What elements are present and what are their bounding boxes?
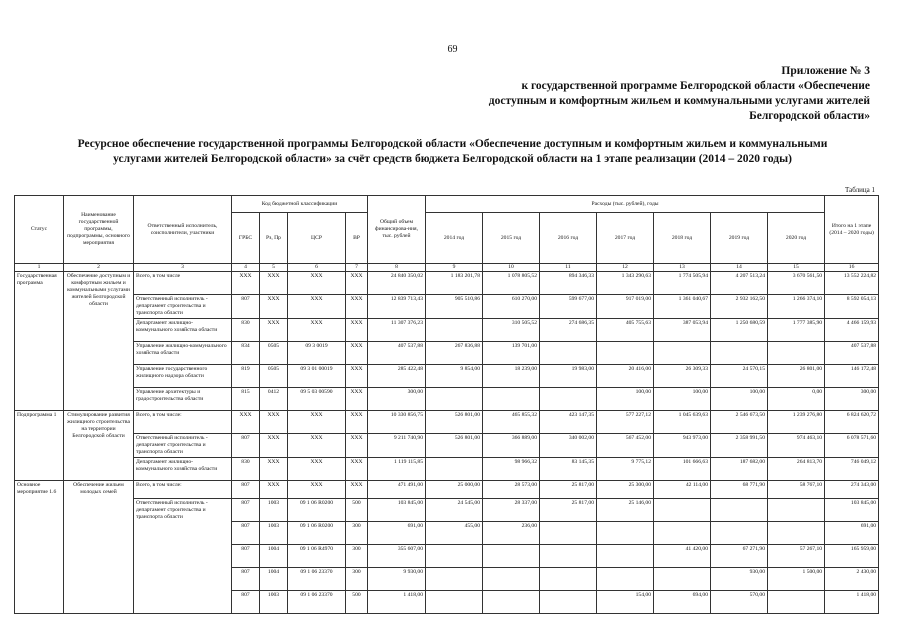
annex-heading: Приложение № 3 xyxy=(781,65,870,77)
year-cell xyxy=(597,342,654,365)
table-row xyxy=(15,499,879,522)
header-year: 2020 год xyxy=(768,213,825,264)
stage-total-cell: 2 430,00 xyxy=(825,568,879,591)
total-cell: 691,00 xyxy=(368,522,426,545)
year-cell: 267 836,88 xyxy=(426,342,483,365)
column-number: 14 xyxy=(711,264,768,272)
year-cell: 526 801,00 xyxy=(426,434,483,458)
stage-total-cell: 165 959,00 xyxy=(825,545,879,568)
year-cell: 18 239,00 xyxy=(483,365,540,388)
year-cell: 0,00 xyxy=(768,388,825,411)
year-cell: 567 452,00 xyxy=(597,434,654,458)
year-cell xyxy=(597,568,654,591)
year-cell: 57 267,10 xyxy=(768,545,825,568)
year-cell: 9 854,00 xyxy=(426,365,483,388)
rzpr-cell: ХХХ xyxy=(260,458,288,481)
csr-cell: ХХХ xyxy=(288,411,346,434)
rzpr-cell: ХХХ xyxy=(260,411,288,434)
year-cell xyxy=(711,499,768,522)
year-cell: 24 545,00 xyxy=(426,499,483,522)
total-cell: 11 307 376,23 xyxy=(368,319,426,342)
title-line: Ресурсное обеспечение государственной программы Белгородской области «Обеспечение доступным и комфортным жильем и коммунальными xyxy=(77,138,828,150)
header-rzpr: Рз, Пр xyxy=(260,213,288,264)
stage-total-cell: 746 049,12 xyxy=(825,458,879,481)
year-cell xyxy=(540,591,597,614)
stage-total-cell: 146 172,48 xyxy=(825,365,879,388)
year-cell: 1 777 385,90 xyxy=(768,319,825,342)
total-cell: 355 607,00 xyxy=(368,545,426,568)
year-cell xyxy=(483,568,540,591)
vr-cell: ХХХ xyxy=(346,481,368,499)
column-number: 2 xyxy=(64,264,134,272)
year-cell xyxy=(597,545,654,568)
header-stage-total: Итого на 1 этапе (2014 – 2020 годы) xyxy=(825,196,879,264)
executor-cell: Управление архитектуры и градостроительства области xyxy=(134,388,232,411)
vr-cell: 300 xyxy=(346,522,368,545)
year-cell xyxy=(426,545,483,568)
csr-cell: ХХХ xyxy=(288,458,346,481)
grbs-cell: 815 xyxy=(232,388,260,411)
csr-cell: 09 1 06 23370 xyxy=(288,591,346,614)
year-cell xyxy=(426,591,483,614)
year-cell xyxy=(540,388,597,411)
page-number: 69 xyxy=(447,44,458,55)
annex-line: доступным и комфортным жильем и коммунальными услугами жителей xyxy=(488,95,870,107)
year-cell: 274 686,35 xyxy=(540,319,597,342)
rzpr-cell: ХХХ xyxy=(260,434,288,458)
year-cell: 2 932 162,50 xyxy=(711,295,768,319)
year-cell: 100,00 xyxy=(654,388,711,411)
csr-cell: 09 5 03 00590 xyxy=(288,388,346,411)
grbs-cell: 819 xyxy=(232,365,260,388)
csr-cell: 09 1 06 23370 xyxy=(288,568,346,591)
table-row xyxy=(15,295,879,319)
column-number: 7 xyxy=(346,264,368,272)
year-cell xyxy=(654,342,711,365)
year-cell: 139 701,00 xyxy=(483,342,540,365)
year-cell: 310 505,52 xyxy=(483,319,540,342)
year-cell xyxy=(654,499,711,522)
year-cell: 2 546 673,50 xyxy=(711,411,768,434)
status-cell: Государственная программа xyxy=(15,272,64,411)
year-cell xyxy=(426,568,483,591)
status-cell: Основное мероприятие 1.6 xyxy=(15,481,64,614)
total-cell: 285 422,48 xyxy=(368,365,426,388)
year-cell: 101 666,63 xyxy=(654,458,711,481)
year-cell: 366 889,00 xyxy=(483,434,540,458)
header-year: 2017 год xyxy=(597,213,654,264)
year-cell: 236,00 xyxy=(483,522,540,545)
vr-cell: ХХХ xyxy=(346,365,368,388)
stage-total-cell: 274 343,00 xyxy=(825,481,879,499)
stage-total-cell: 8 592 054,13 xyxy=(825,295,879,319)
grbs-cell: 807 xyxy=(232,591,260,614)
name-cell: Стимулирование развития жилищного строительства на территории Белгородской области xyxy=(64,411,134,481)
year-cell: 943 973,00 xyxy=(654,434,711,458)
year-cell: 25 300,00 xyxy=(597,481,654,499)
total-cell: 12 839 713,43 xyxy=(368,295,426,319)
year-cell xyxy=(654,522,711,545)
year-cell: 19 983,00 xyxy=(540,365,597,388)
table-row xyxy=(15,365,879,388)
title-line: услугами жителей Белгородской области» за счёт средств бюджета Белгородской области на 1 этапе реализации (2014 – 2020 годы) xyxy=(113,153,792,165)
year-cell: 1 343 290,63 xyxy=(597,272,654,295)
year-cell xyxy=(540,568,597,591)
year-cell: 83 145,35 xyxy=(540,458,597,481)
year-cell: 26 309,33 xyxy=(654,365,711,388)
rzpr-cell: ХХХ xyxy=(260,481,288,499)
csr-cell: 09 1 06 R4970 xyxy=(288,545,346,568)
year-cell: 25 146,00 xyxy=(597,499,654,522)
year-cell: 2 358 991,50 xyxy=(711,434,768,458)
vr-cell: 300 xyxy=(346,568,368,591)
column-number: 11 xyxy=(540,264,597,272)
header-vr: ВР xyxy=(346,213,368,264)
grbs-cell: 830 xyxy=(232,458,260,481)
document-title xyxy=(20,137,885,167)
year-cell: 98 966,32 xyxy=(483,458,540,481)
vr-cell: ХХХ xyxy=(346,458,368,481)
header-expenses: Расходы (тыс. рублей), годы xyxy=(426,196,825,213)
table-row xyxy=(15,481,879,499)
stage-total-cell: 691,00 xyxy=(825,522,879,545)
table-row xyxy=(15,434,879,458)
rzpr-cell: 1003 xyxy=(260,499,288,522)
year-cell: 405 755,63 xyxy=(597,319,654,342)
year-cell: 24 570,15 xyxy=(711,365,768,388)
header-status: Статус xyxy=(15,196,64,264)
grbs-cell: 807 xyxy=(232,295,260,319)
year-cell: 68 771,90 xyxy=(711,481,768,499)
year-cell xyxy=(426,319,483,342)
year-cell xyxy=(768,522,825,545)
rzpr-cell: 1004 xyxy=(260,568,288,591)
rzpr-cell: 1004 xyxy=(260,545,288,568)
vr-cell: ХХХ xyxy=(346,342,368,365)
year-cell: 1 239 276,80 xyxy=(768,411,825,434)
column-number: 12 xyxy=(597,264,654,272)
column-number: 16 xyxy=(825,264,879,272)
year-cell: 974 463,10 xyxy=(768,434,825,458)
year-cell: 1 250 680,59 xyxy=(711,319,768,342)
table-row xyxy=(15,319,879,342)
year-cell: 28 573,00 xyxy=(483,481,540,499)
year-cell xyxy=(426,388,483,411)
header-executor: Ответственный исполнитель, соисполнители, участники xyxy=(134,196,232,264)
year-cell: 100,00 xyxy=(711,388,768,411)
column-number: 15 xyxy=(768,264,825,272)
year-cell: 1 774 505,94 xyxy=(654,272,711,295)
column-number: 8 xyxy=(368,264,426,272)
year-cell: 58 767,10 xyxy=(768,481,825,499)
column-number: 5 xyxy=(260,264,288,272)
csr-cell: ХХХ xyxy=(288,434,346,458)
grbs-cell: 807 xyxy=(232,568,260,591)
header-budget-code: Код бюджетной классификации xyxy=(232,196,368,213)
year-cell: 1 500,00 xyxy=(768,568,825,591)
year-cell: 917 019,00 xyxy=(597,295,654,319)
executor-cell: Департамент жилищно-коммунального хозяйства области xyxy=(134,458,232,481)
executor-cell: Всего, в том числе: xyxy=(134,411,232,434)
year-cell: 1 266 374,10 xyxy=(768,295,825,319)
column-number: 10 xyxy=(483,264,540,272)
year-cell: 41 420,00 xyxy=(654,545,711,568)
stage-total-cell: 1 418,00 xyxy=(825,591,879,614)
grbs-cell: ХХХ xyxy=(232,411,260,434)
year-cell xyxy=(426,458,483,481)
year-cell: 4 207 513,24 xyxy=(711,272,768,295)
csr-cell: 09 3 01 00019 xyxy=(288,365,346,388)
rzpr-cell: 1003 xyxy=(260,522,288,545)
csr-cell: ХХХ xyxy=(288,481,346,499)
header-total-volume: Общий объем финансирова-ния, тыс. рублей xyxy=(368,196,426,264)
vr-cell: 500 xyxy=(346,499,368,522)
year-cell: 3 670 561,50 xyxy=(768,272,825,295)
total-cell: 103 845,00 xyxy=(368,499,426,522)
year-cell: 340 002,00 xyxy=(540,434,597,458)
year-cell: 25 817,00 xyxy=(540,481,597,499)
vr-cell: ХХХ xyxy=(346,434,368,458)
year-cell: 187 682,00 xyxy=(711,458,768,481)
year-cell: 28 337,00 xyxy=(483,499,540,522)
year-cell: 570,00 xyxy=(711,591,768,614)
grbs-cell: 807 xyxy=(232,499,260,522)
stage-total-cell: 4 466 159,93 xyxy=(825,319,879,342)
column-number: 3 xyxy=(134,264,232,272)
rzpr-cell: 0505 xyxy=(260,342,288,365)
vr-cell: ХХХ xyxy=(346,388,368,411)
year-cell: 905 510,86 xyxy=(426,295,483,319)
executor-cell: Управление государственного жилищного надзора области xyxy=(134,365,232,388)
column-number: 1 xyxy=(15,264,64,272)
year-cell: 526 801,00 xyxy=(426,411,483,434)
table-row xyxy=(15,272,879,295)
year-cell: 25 000,00 xyxy=(426,481,483,499)
year-cell xyxy=(768,499,825,522)
annex-block xyxy=(440,64,870,124)
header-name: Наименование государственной программы, подпрограммы, основного мероприятия xyxy=(64,196,134,264)
rzpr-cell: 0505 xyxy=(260,365,288,388)
year-cell xyxy=(540,545,597,568)
grbs-cell: 834 xyxy=(232,342,260,365)
year-cell: 264 813,70 xyxy=(768,458,825,481)
column-number: 9 xyxy=(426,264,483,272)
year-cell: 67 271,90 xyxy=(711,545,768,568)
year-cell: 26 801,00 xyxy=(768,365,825,388)
year-cell: 465 855,32 xyxy=(483,411,540,434)
vr-cell: ХХХ xyxy=(346,272,368,295)
column-number: 4 xyxy=(232,264,260,272)
year-cell: 25 817,00 xyxy=(540,499,597,522)
year-cell: 423 147,35 xyxy=(540,411,597,434)
grbs-cell: ХХХ xyxy=(232,272,260,295)
year-cell: 100,00 xyxy=(597,388,654,411)
header-year: 2018 год xyxy=(654,213,711,264)
vr-cell: 500 xyxy=(346,591,368,614)
column-number: 6 xyxy=(288,264,346,272)
year-cell: 387 053,94 xyxy=(654,319,711,342)
executor-cell: Департамент жилищно-коммунального хозяйства области xyxy=(134,319,232,342)
stage-total-cell: 300,00 xyxy=(825,388,879,411)
executor-cell: Ответственный исполнитель - департамент строительства и транспорта области xyxy=(134,499,232,614)
header-csr: ЦСР xyxy=(288,213,346,264)
total-cell: 407 537,88 xyxy=(368,342,426,365)
rzpr-cell: ХХХ xyxy=(260,295,288,319)
year-cell xyxy=(540,342,597,365)
rzpr-cell: 0412 xyxy=(260,388,288,411)
rzpr-cell: 1003 xyxy=(260,591,288,614)
grbs-cell: 807 xyxy=(232,545,260,568)
year-cell xyxy=(597,522,654,545)
total-cell: 471 491,00 xyxy=(368,481,426,499)
year-cell xyxy=(711,342,768,365)
grbs-cell: 830 xyxy=(232,319,260,342)
year-cell: 455,00 xyxy=(426,522,483,545)
year-cell xyxy=(654,568,711,591)
year-cell xyxy=(768,591,825,614)
total-cell: 9 211 740,90 xyxy=(368,434,426,458)
annex-line: Белгородской области» xyxy=(749,110,870,122)
stage-total-cell: 13 552 224,82 xyxy=(825,272,879,295)
table-header-row xyxy=(15,196,879,213)
year-cell: 930,00 xyxy=(711,568,768,591)
total-cell: 1 119 115,85 xyxy=(368,458,426,481)
csr-cell: 09 1 06 R0200 xyxy=(288,499,346,522)
header-year: 2015 год xyxy=(483,213,540,264)
year-cell xyxy=(768,342,825,365)
stage-total-cell: 407 537,88 xyxy=(825,342,879,365)
stage-total-cell: 6 824 620,72 xyxy=(825,411,879,434)
total-cell: 300,00 xyxy=(368,388,426,411)
year-cell: 1 361 040,67 xyxy=(654,295,711,319)
table-row xyxy=(15,458,879,481)
year-cell: 894 346,33 xyxy=(540,272,597,295)
total-cell: 9 930,00 xyxy=(368,568,426,591)
grbs-cell: 807 xyxy=(232,481,260,499)
column-number: 13 xyxy=(654,264,711,272)
year-cell: 154,00 xyxy=(597,591,654,614)
table-row xyxy=(15,411,879,434)
year-cell: 20 416,00 xyxy=(597,365,654,388)
table-row xyxy=(15,388,879,411)
year-cell xyxy=(483,388,540,411)
year-cell: 599 677,00 xyxy=(540,295,597,319)
csr-cell: ХХХ xyxy=(288,272,346,295)
vr-cell: ХХХ xyxy=(346,295,368,319)
csr-cell: ХХХ xyxy=(288,295,346,319)
vr-cell: ХХХ xyxy=(346,319,368,342)
name-cell: Обеспечение жильем молодых семей xyxy=(64,481,134,614)
executor-cell: Всего, в том числе xyxy=(134,272,232,295)
vr-cell: ХХХ xyxy=(346,411,368,434)
total-cell: 1 418,00 xyxy=(368,591,426,614)
resource-table xyxy=(14,195,879,614)
year-cell: 1 183 201,78 xyxy=(426,272,483,295)
annex-line: к государственной программе Белгородской области «Обеспечение xyxy=(521,80,870,92)
csr-cell: 09 3 0019 xyxy=(288,342,346,365)
year-cell: 694,00 xyxy=(654,591,711,614)
grbs-cell: 807 xyxy=(232,522,260,545)
csr-cell: 09 1 06 R0200 xyxy=(288,522,346,545)
executor-cell: Управление жилищно-коммунального хозяйства области xyxy=(134,342,232,365)
stage-total-cell: 6 078 571,60 xyxy=(825,434,879,458)
executor-cell: Ответственный исполнитель - департамент строительства и транспорта области xyxy=(134,295,232,319)
grbs-cell: 807 xyxy=(232,434,260,458)
year-cell xyxy=(711,522,768,545)
table-label: Таблица 1 xyxy=(845,186,875,194)
name-cell: Обеспечение доступным и комфортным жильем и коммунальными услугами жителей Белгородской области xyxy=(64,272,134,411)
vr-cell: 300 xyxy=(346,545,368,568)
year-cell: 577 227,12 xyxy=(597,411,654,434)
year-cell: 610 270,00 xyxy=(483,295,540,319)
year-cell xyxy=(540,522,597,545)
executor-cell: Ответственный исполнитель - департамент строительства и транспорта области xyxy=(134,434,232,458)
total-cell: 24 840 350,02 xyxy=(368,272,426,295)
csr-cell: ХХХ xyxy=(288,319,346,342)
total-cell: 10 330 856,75 xyxy=(368,411,426,434)
header-year: 2019 год xyxy=(711,213,768,264)
year-cell xyxy=(483,545,540,568)
year-cell: 1 045 639,63 xyxy=(654,411,711,434)
year-cell: 9 775,12 xyxy=(597,458,654,481)
rzpr-cell: ХХХ xyxy=(260,319,288,342)
year-cell: 42 114,00 xyxy=(654,481,711,499)
status-cell: Подпрограмма 1 xyxy=(15,411,64,481)
rzpr-cell: ХХХ xyxy=(260,272,288,295)
header-year: 2014 год xyxy=(426,213,483,264)
header-grbs: ГРБС xyxy=(232,213,260,264)
header-year: 2016 год xyxy=(540,213,597,264)
stage-total-cell: 103 845,00 xyxy=(825,499,879,522)
year-cell xyxy=(483,591,540,614)
executor-cell: Всего, в том числе: xyxy=(134,481,232,499)
column-numbers-row xyxy=(15,264,879,272)
year-cell: 1 078 805,52 xyxy=(483,272,540,295)
table-row xyxy=(15,342,879,365)
